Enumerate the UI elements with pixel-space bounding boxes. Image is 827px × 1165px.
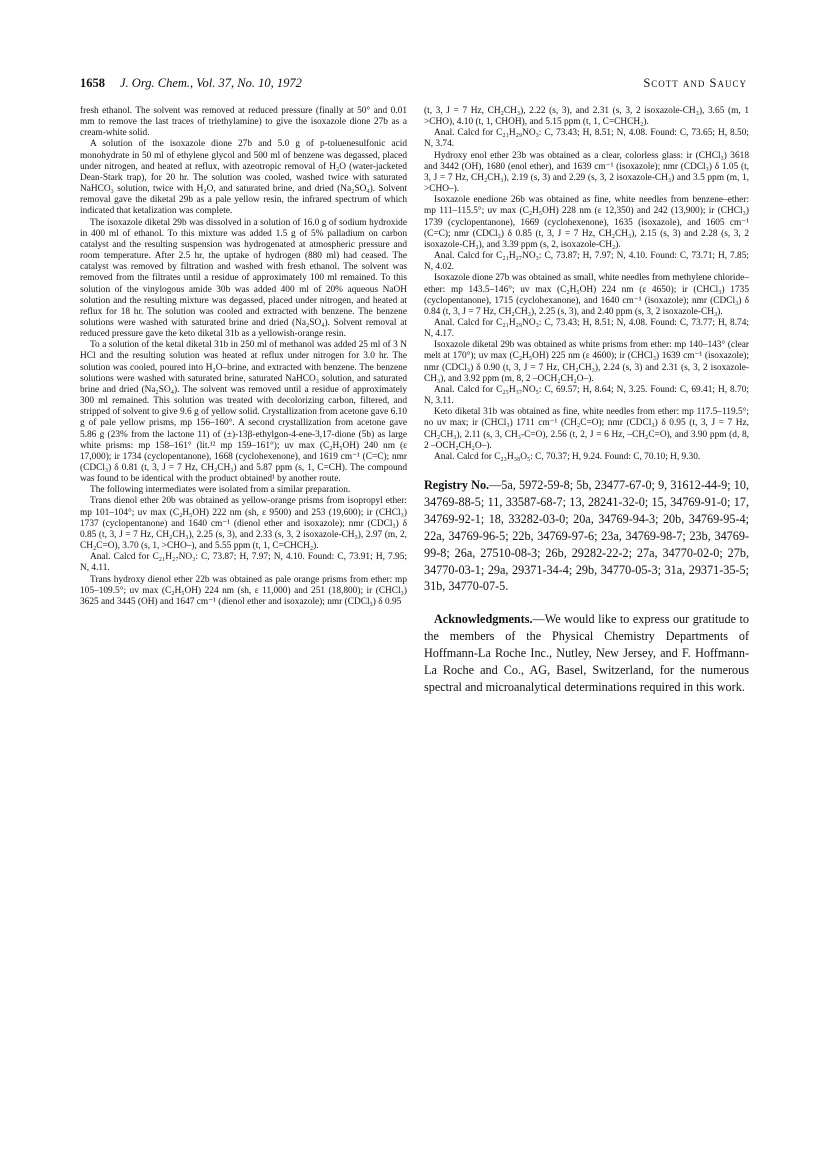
paragraph: Isoxazole diketal 29b was obtained as white prisms from ether: mp 140–143° (clear melt at 170°); uv max (C₂H₅OH) 225 nm (ε 4600); ir (CHCl₃) 1639 cm⁻¹ (isoxazole); nmr (CDCl₃) δ 0.90 (t, 3, J = 7 Hz, CH₂CH₃), 2.24 (s, 3) and 2.31 (s, 3, 2 isoxazole-CH₃), and 3.92 ppm (m, 8, 2 –OCH₂CH₂O–). xyxy=(424,340,749,384)
paragraph: To a solution of the ketal diketal 31b in 250 ml of methanol was added 25 ml of 3 N HCl and the resulting solution was heated at reflux under nitrogen for 3.0 hr. The solution was cooled, poured into H₂O–brine, and extracted with benzene. The benzene solutions were washed with saturated brine, saturated NaHCO₃ solution, and saturated brine and dried (Na₂SO₄). The solvent was removed until a residue of approximately 300 ml remained. This solution was treated with decolorizing carbon, filtered, and stripped of solvent to give 9.6 g of yellow solid. Crystallization from acetone gave 6.10 g of pale yellow prisms, mp 156–160°. A second crystallization from acetone gave 5.86 g (23% from the lactone 11) of (±)-13β-ethylgon-4-ene-3,17-dione (5b) as large white prisms: mp 158–161° (lit.¹² mp 159–161°); uv max (C₂H₅OH) 240 nm (ε 17,000); ir 1734 (cyclopentanone), 1668 (cyclohexenone), and 1619 cm⁻¹ (C=C); nmr (CDCl₃) δ 0.81 (t, 3, J = 7 Hz, CH₂CH₃) and 5.87 ppm (s, 1, C=CH). The compound was found to be identical with the product obtained¹ by another route. xyxy=(80,340,407,485)
paragraph: Anal. Calcd for C₂₁H₂₇NO₃: C, 73.87; H, 7.97; N, 4.10. Found: C, 73.71; H, 7.85; N, 4.02. xyxy=(424,251,749,273)
paragraph: Anal. Calcd for C₂₁H₂₉NO₃: C, 73.43; H, 8.51; N, 4.08. Found: C, 73.65; H, 8.50; N, 3.74. xyxy=(424,128,749,150)
paragraph: The following intermediates were isolated from a similar preparation. xyxy=(90,485,351,496)
paragraph: Anal. Calcd for C₂₁H₂₇NO₃: C, 73.87; H, 7.97; N, 4.10. Found: C, 73.91; H, 7.95; N, 4.11. xyxy=(80,552,407,574)
paragraph: Isoxazole enedione 26b was obtained as fine, white needles from benzene–ether: mp 111–115.5°; uv max (C₂H₅OH) 228 nm (ε 12,350) and 242 (13,900); ir (CHCl₃) 1739 (cyclopentanone), 1669 (cyclohexenone), 1635 (isoxazole), and 1605 cm⁻¹ (C=C); nmr (CDCl₃) δ 0.85 (t, 3, J = 7 Hz, CH₂CH₃), 2.15 (s, 3) and 2.28 (s, 3, 2 isoxazole-CH₃), and 3.39 ppm (s, 2, isoxazole-CH₂). xyxy=(424,195,749,250)
acknowledgments-text: —We would like to express our gratitude to the members of the Physical Chemistry Departments of Hoffmann-La Roche Inc., Nutley, New Jersey, and F. Hoffmann-La Roche and Co., AG, Basel, Switzerland, for the numerous spectral and microanalytical determinations required in this work. xyxy=(424,612,749,694)
paragraph: fresh ethanol. The solvent was removed at reduced pressure (finally at 50° and 0.01 mm to remove the last traces of triethylamine) to give the isoxazole dione 27b as a cream-white solid. xyxy=(80,106,407,139)
acknowledgments xyxy=(424,611,749,696)
registry-label: Registry No. xyxy=(424,478,490,492)
paragraph: The isoxazole diketal 29b was dissolved in a solution of 16.0 g of sodium hydroxide in 400 ml of ethanol. To this mixture was added 1.5 g of 5% palladium on carbon catalyst and the resulting suspension was hydrogenated at atmospheric pressure and room temperature. After 2.5 hr, the uptake of hydrogen (880 ml) had ceased. The catalyst was removed by filtration and washed with fresh ethanol. The solvent was removed from the filtrates until a residue of approximately 100 ml remained. To this solution of the vinylogous amide 30b was added 400 ml of 20% aqueous NaOH solution and the resulting mixture was degassed, placed under nitrogen, and heated at reflux for 18 hr. The solution was cooled and extracted with benzene. The benzene solutions were washed with saturated brine and dried (Na₂SO₄). Solvent removal at reduced pressure gave the keto diketal 31b as a yellowish-orange resin. xyxy=(80,217,407,340)
page-number: 1658 xyxy=(80,76,105,90)
registry-text: —5a, 5972-59-8; 5b, 23477-67-0; 9, 31612-44-9; 10, 34769-88-5; 11, 33587-68-7; 13, 28241-32-0; 15, 34769-91-0; 17, 34769-92-1; 18, 33282-03-0; 20a, 34769-94-3; 20b, 34769-95-4; 22a, 34769-96-5; 22b, 34769-97-6; 23a, 34769-98-7; 23b, 34769-99-8; 26a, 27510-08-3; 26b, 29282-22-2; 27a, 34770-02-0; 27b, 34770-03-1; 29a, 29371-34-4; 29b, 34770-05-3; 31a, 29371-35-5; 31b, 34770-07-5. xyxy=(424,478,750,594)
journal-citation: J. Org. Chem., Vol. 37, No. 10, 1972 xyxy=(120,76,302,90)
left-column xyxy=(80,106,407,608)
paragraph: Trans dienol ether 20b was obtained as yellow-orange prisms from isopropyl ether: mp 101–104°; uv max (C₂H₅OH) 222 nm (sh, ε 9500) and 253 (19,600); ir (CHCl₃) 1737 (cyclopentanone) and 1640 cm⁻¹ (dienol ether and isoxazole); nmr (CDCl₃) δ 0.85 (t, 3, J = 7 Hz, CH₂CH₃), 2.25 (s, 3), and 2.33 (s, 3, 2 isoxazole-CH₃), 2.97 (m, 2, CH₂C=O), 3.70 (s, 1, >CHO–), and 5.55 ppm (t, 1, C=CHCH₂). xyxy=(80,496,407,552)
paragraph: Trans hydroxy dienol ether 22b was obtained as pale orange prisms from ether: mp 105–109.5°; uv max (C₂H₅OH) 224 nm (sh, ε 11,000) and 251 (18,800); ir (CHCl₃) 3625 and 3445 (OH) and 1647 cm⁻¹ (dienol ether and isoxazole); nmr (CDCl₃) δ 0.95 xyxy=(80,574,407,607)
registry-numbers xyxy=(424,477,749,595)
paragraph: A solution of the isoxazole dione 27b and 5.0 g of p-toluenesulfonic acid monohydrate in 50 ml of ethylene glycol and 500 ml of benzene was degassed, placed under nitrogen, and heated at reflux, with azeotropic removal of H₂O (water-jacketed Dean-Stark trap), for 20 hr. The solution was cooled, washed twice with saturated NaHCO₃ solution, twice with H₂O, and saturated brine, and dried (Na₂SO₄). Solvent removal gave the diketal 29b as a pale yellow resin, the infrared spectrum of which indicated that ketalization was complete. xyxy=(80,139,407,217)
paragraph: Anal. Calcd for C₂₃H₃₈O₅: C, 70.37; H, 9.24. Found: C, 70.10; H, 9.30. xyxy=(434,451,701,462)
paragraph: Anal. Calcd for C₂₁H₂₉NO₃: C, 73.43; H, 8.51; N, 4.08. Found: C, 73.77; H, 8.74; N, 4.17. xyxy=(424,317,749,340)
paragraph: Isoxazole dione 27b was obtained as small, white needles from methylene chloride–ether: mp 143.5–146°; uv max (C₂H₅OH) 224 nm (ε 4650); ir (CHCl₃) 1735 (cyclopentanone), 1715 (cyclohexanone), and 1640 cm⁻¹ (isoxazole); nmr (CDCl₃) δ 0.84 (t, 3, J = 7 Hz, CH₂CH₃), 2.25 (s, 3), and 2.40 ppm (s, 3, 2 isoxazole-CH₃). xyxy=(424,273,749,317)
right-column xyxy=(424,106,749,696)
paragraph: Hydroxy enol ether 23b was obtained as a clear, colorless glass: ir (CHCl₃) 3618 and 3442 (OH), 1680 (enol ether), and 1639 cm⁻¹ (isoxazole); nmr (CDCl₃) δ 1.05 (t, 3, J = 7 Hz, CH₂CH₃), 2.19 (s, 3) and 2.29 (s, 3, 2 isoxazole-CH₃) and 3.5 ppm (m, 1, >CHO–). xyxy=(424,150,749,195)
running-authors: Scott and Saucy xyxy=(643,76,747,90)
paragraph: (t, 3, J = 7 Hz, CH₂CH₃), 2.22 (s, 3), and 2.31 (s, 3, 2 isoxazole-CH₃), 3.65 (m, 1 >CHO), 4.10 (t, 1, CHOH), and 5.15 ppm (t, 1, C=CHCH₂). xyxy=(424,106,749,128)
page-header xyxy=(80,76,747,98)
acknowledgments-label: Acknowledgments. xyxy=(434,612,533,627)
paragraph: Keto diketal 31b was obtained as fine, white needles from ether: mp 117.5–119.5°; no uv max; ir (CHCl₃) 1711 cm⁻¹ (CH₂C=O); nmr (CDCl₃) δ 0.95 (t, 3, J = 7 Hz, CH₂CH₃), 2.11 (s, 3, CH₃-C=O), 2.56 (t, 2, J = 6 Hz, –CH₂C=O), and 3.90 ppm (d, 8, 2 –OCH₂CH₂O–). xyxy=(424,407,749,451)
paragraph: Anal. Calcd for C₂₅H₃₇NO₅: C, 69.57; H, 8.64; N, 3.25. Found: C, 69.41; H, 8.70; N, 3.11. xyxy=(424,384,749,407)
